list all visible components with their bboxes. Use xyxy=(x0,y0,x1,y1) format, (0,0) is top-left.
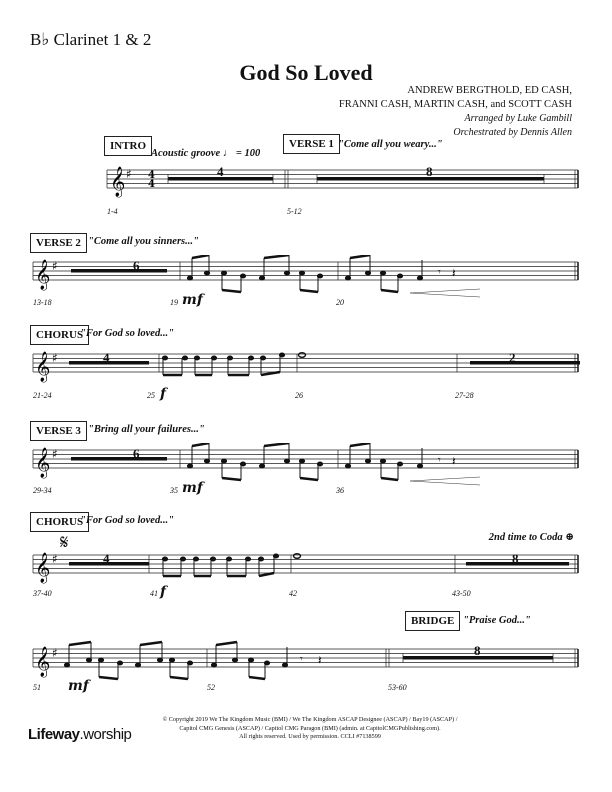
multirest-count: 6 xyxy=(133,446,140,461)
svg-text:𝄽: 𝄽 xyxy=(452,266,456,280)
svg-text:𝄾: 𝄾 xyxy=(438,267,441,278)
measure-number: 41 xyxy=(150,589,158,598)
svg-text:𝄞: 𝄞 xyxy=(35,352,51,382)
rehearsal-mark-chorus: CHORUS xyxy=(30,325,89,345)
measure-number: 13-18 xyxy=(33,298,52,307)
staff-system-2 xyxy=(0,255,612,300)
multirest-count: 6 xyxy=(133,258,140,273)
copyright-line-1: © Copyright 2019 We The Kingdom Music (BMI) / We The Kingdom ASCAP Designee (ASCAP) / Bay19 (ASCAP) / xyxy=(162,716,458,723)
svg-text:𝄞: 𝄞 xyxy=(35,647,51,677)
dynamic-mf: mf xyxy=(182,292,203,308)
measure-number: 5-12 xyxy=(287,207,302,216)
measure-number: 42 xyxy=(289,589,297,598)
rehearsal-mark-verse-3: VERSE 3 xyxy=(30,421,87,441)
copyright-line-2: Capitol CMG Genesis (ASCAP) / Capitol CMG Paragon (BMI) (admin. at CapitolCMGPublishing.com). xyxy=(179,724,441,732)
logo-brand: Lifeway xyxy=(28,726,80,743)
svg-text:𝄞: 𝄞 xyxy=(110,167,126,197)
measure-number: 20 xyxy=(336,298,344,307)
multirest-count: 4 xyxy=(103,551,110,566)
dynamic-mf: mf xyxy=(68,678,89,694)
multirest-count: 8 xyxy=(426,164,433,179)
multirest-count: 8 xyxy=(474,643,481,658)
measure-number: 29-34 xyxy=(33,486,52,495)
measure-number: 37-40 xyxy=(33,589,52,598)
copyright-line-3: All rights reserved. Used by permission. CCLI #7138599 xyxy=(239,733,381,740)
measure-number: 25 xyxy=(147,391,155,400)
svg-text:♯: ♯ xyxy=(52,447,58,461)
svg-text:𝄞: 𝄞 xyxy=(35,553,51,583)
multirest-count: 4 xyxy=(103,350,110,365)
lyric-cue-verse-1: "Come all you weary..." xyxy=(338,139,443,150)
measure-number: 52 xyxy=(207,683,215,692)
staff-system-1 xyxy=(0,160,612,200)
measure-number: 43-50 xyxy=(452,589,471,598)
measure-number: 51 xyxy=(33,683,41,692)
staff-system-6 xyxy=(0,637,612,682)
svg-text:𝄞: 𝄞 xyxy=(35,448,51,478)
rehearsal-mark-chorus: CHORUS xyxy=(30,512,89,532)
staff-system-5 xyxy=(0,548,612,588)
svg-text:𝄽: 𝄽 xyxy=(452,454,456,468)
measure-number: 36 xyxy=(336,486,344,495)
measure-number: 27-28 xyxy=(455,391,474,400)
part-name: B♭ Clarinet 1 & 2 xyxy=(30,30,152,49)
multirest-count: 8 xyxy=(512,551,519,566)
rehearsal-mark-intro: INTRO xyxy=(104,136,152,156)
staff-system-3 xyxy=(0,347,612,387)
svg-text:♯: ♯ xyxy=(126,167,132,181)
measure-number: 1-4 xyxy=(107,207,118,216)
multirest-count: 4 xyxy=(217,164,224,179)
svg-text:𝄾: 𝄾 xyxy=(300,654,303,665)
dynamic-mf: mf xyxy=(182,480,203,496)
measure-number: 26 xyxy=(295,391,303,400)
measure-number: 35 xyxy=(170,486,178,495)
lyric-cue-verse-2: "Come all you sinners..." xyxy=(88,236,199,247)
rehearsal-mark-bridge: BRIDGE xyxy=(405,611,460,631)
lyric-cue-bridge: "Praise God..." xyxy=(463,615,531,626)
tempo-marking: Acoustic groove ♩ = 100 xyxy=(151,148,261,159)
staff-system-4 xyxy=(0,443,612,488)
logo-suffix: worship xyxy=(83,726,132,743)
rehearsal-mark-verse-2: VERSE 2 xyxy=(30,233,87,253)
copyright-notice xyxy=(125,716,495,742)
measure-number: 19 xyxy=(170,298,178,307)
dynamic-f: f xyxy=(160,584,167,600)
coda-instruction: 2nd time to Coda ⊕ xyxy=(488,532,574,543)
composers-line-2: FRANNI CASH, MARTIN CASH, and SCOTT CASH xyxy=(338,99,572,110)
svg-text:𝄽: 𝄽 xyxy=(318,653,322,667)
rehearsal-mark-verse-1: VERSE 1 xyxy=(283,134,340,154)
multirest-count: 2 xyxy=(509,350,516,365)
credits xyxy=(339,84,572,140)
svg-text:𝄞: 𝄞 xyxy=(35,260,51,290)
svg-text:♯: ♯ xyxy=(52,646,58,660)
svg-text:4: 4 xyxy=(148,179,155,190)
lyric-cue-chorus: "For God so loved..." xyxy=(80,328,174,339)
arranger: Arranged by Luke Gambill xyxy=(464,113,572,124)
segno-icon: 𝄋 xyxy=(60,530,69,554)
lifeway-worship-logo: Lifeway.worship xyxy=(28,726,132,743)
svg-text:♯: ♯ xyxy=(52,552,58,566)
lyric-cue-chorus: "For God so loved..." xyxy=(80,515,174,526)
measure-number: 21-24 xyxy=(33,391,52,400)
composers-line-1: ANDREW BERGTHOLD, ED CASH, xyxy=(407,85,572,96)
orchestrator: Orchestrated by Dennis Allen xyxy=(453,127,572,138)
svg-text:4: 4 xyxy=(148,170,155,181)
svg-text:𝄾: 𝄾 xyxy=(438,455,441,466)
song-title: God So Loved xyxy=(239,60,373,85)
dynamic-f: f xyxy=(160,386,167,402)
svg-text:♯: ♯ xyxy=(52,351,58,365)
svg-text:♯: ♯ xyxy=(52,259,58,273)
measure-number: 53-60 xyxy=(388,683,407,692)
lyric-cue-verse-3: "Bring all your failures..." xyxy=(88,424,205,435)
